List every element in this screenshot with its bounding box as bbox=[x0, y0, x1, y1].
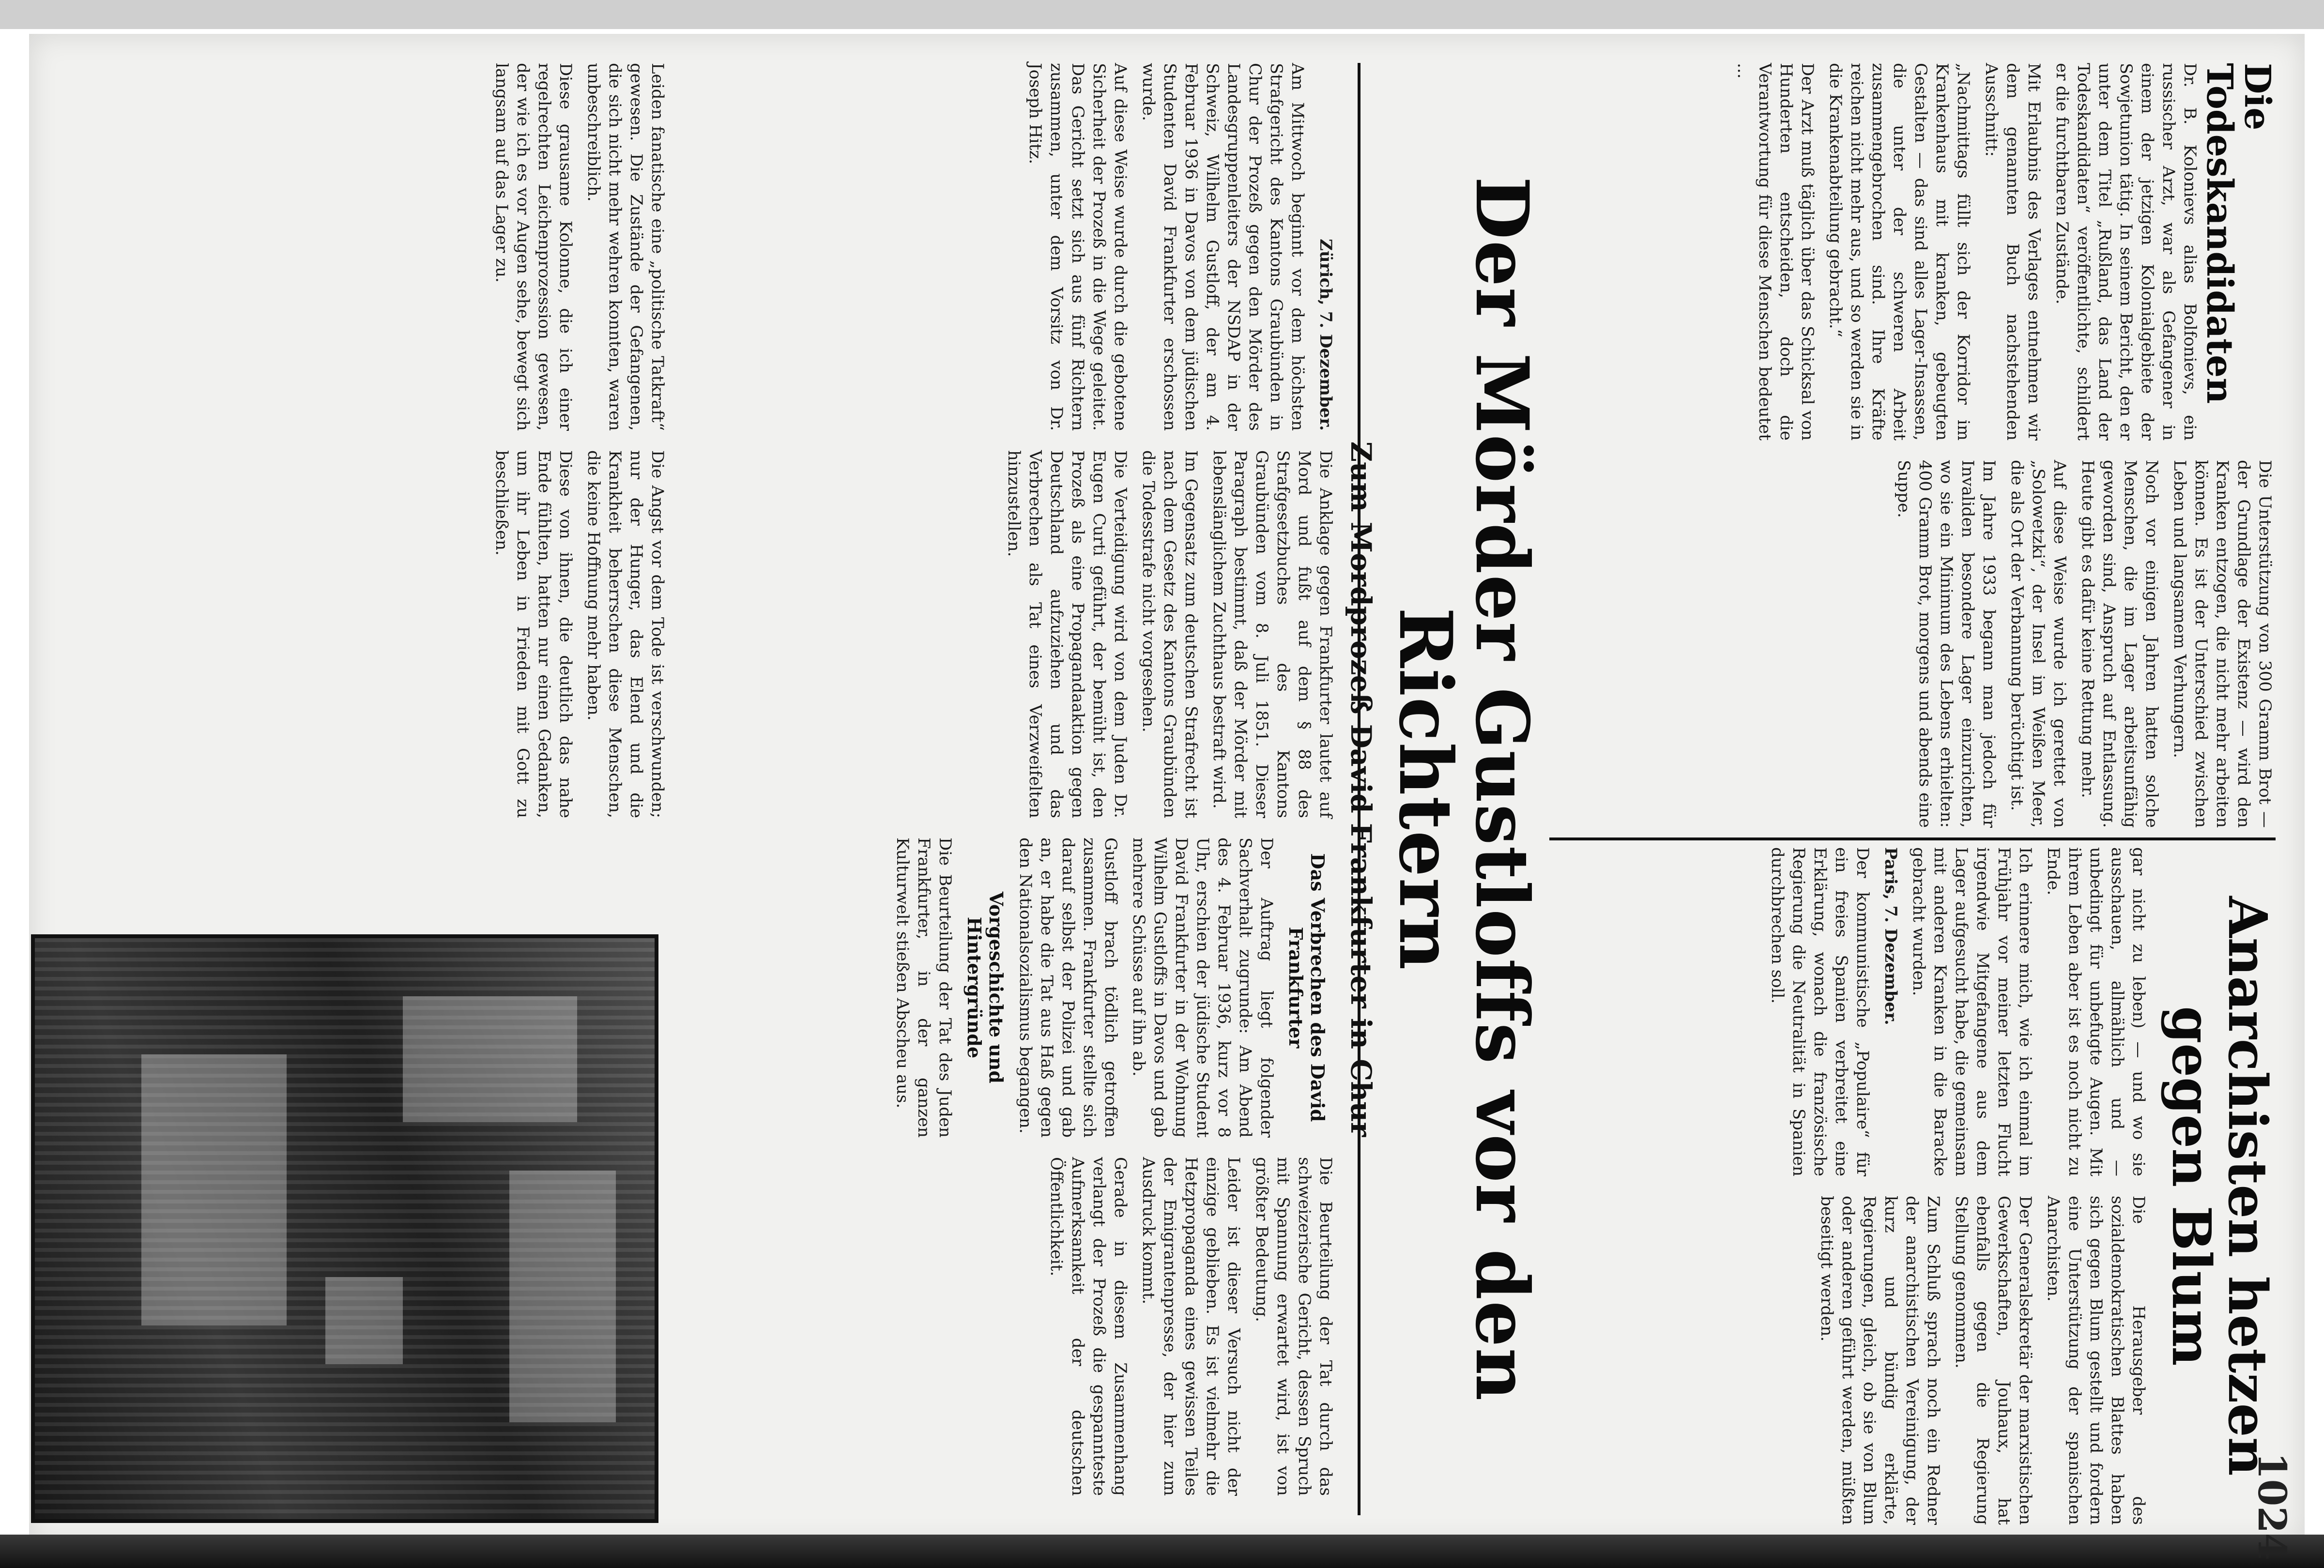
article-paragraph: Gerade in diesem Zusammenhang verlangt der Prozeß die gespannteste Aufmerksamkeit der deutschen Öffentlichkeit. bbox=[1047, 1157, 1130, 1496]
article-paragraph: „Nachmittags füllt sich der Korridor im Krankenhaus mit kranken, gebeugten Gestalten — das sind alles Lager-Insassen, die unter der schweren Arbeit zusammengebrochen sind. Ihre Kräfte reichen nicht mehr aus, und so werden sie in die Krankenabteilung gebracht.“ bbox=[1825, 63, 1973, 441]
headline-title: Der Mörder Gustloffs vor den Richtern bbox=[1383, 176, 1544, 1402]
article-paragraph: Der Arzt muß täglich über das Schicksal von Hunderten entscheiden, doch die Verantwortung für diese Menschen bedeutet ... bbox=[1733, 63, 1817, 441]
article-paragraph: Der Generalsekretär der marxistischen Gewerkschaften, Jouhaux, hat ebenfalls gegen die Regierung Stellung genommen. bbox=[1952, 1196, 2035, 1525]
scan-top-edge bbox=[0, 0, 2324, 29]
article-paragraph: Zum Schluß sprach noch ein Redner der anarchistischen Vereinigung, der kurz und bündig erklärte, Regierungen, gleich, ob sie von Blum oder anderen geführt werden, müßten beseitigt werden. bbox=[1817, 1196, 1943, 1525]
article-paragraph: Im Jahre 1933 begann man jedoch für Invaliden besondere Lager einzurichten, wo sie ein Minimum des Lebens erhielten: 400 Gramm Brot, morgens und abends eine Suppe. bbox=[1894, 460, 1999, 828]
article-paragraph: Die Unterstützung von 300 Gramm Brot — der Grundlage der Existenz — wird den Kranken entzogen, die nicht mehr arbeiten können. Es ist der Unterschied zwischen Leben und langsamem Verhungern. bbox=[2170, 460, 2275, 828]
article-moerder-col4 bbox=[1039, 1157, 1336, 1496]
article-paragraph: Diese grausame Kolonne, die ich einer regelrechten Leichenprozession gewesen, der wie ich es vor Augen sehe, bewegt sich langsam auf das Lager zu. bbox=[492, 63, 575, 431]
article-paragraph: Dr. B. Kolonievs alias Bolfonievs, ein russischer Arzt, war als Gefangener in einem der jetzigen Kolonialgebiete der Sowjetunion tätig. In seinem Bericht, den er unter dem Titel „Rußland, das Land der Todeskandidaten“ veröffentlichte, schildert er die furchtbaren Zustände. bbox=[2052, 63, 2200, 441]
page-number: 1024 bbox=[2249, 1452, 2295, 1560]
article-todeskandidaten bbox=[1726, 63, 2276, 441]
article-anarchisten-lead bbox=[484, 63, 668, 818]
article-paragraph: Im Gegensatz zum deutschen Strafrecht ist nach dem Gesetz des Kantons Graubünden die Todesstrafe nicht vorgesehen. bbox=[1139, 450, 1201, 818]
section-subhead: Das Verbrechen des David Frankfurter bbox=[1285, 853, 1329, 1122]
article-paragraph: Mit Erlaubnis des Verlages entnehmen wir dem genannten Buch nachstehenden Ausschnitt: bbox=[1981, 63, 2044, 441]
article-paragraph: Auf diese Weise wurde ich gerettet von „Solowetzki“, der Insel im Weißen Meer, die als Ort der Verbannung berüchtigt ist. bbox=[2007, 460, 2069, 828]
article-paragraph: Die Beurteilung der Tat des Juden Frankfurter, in der ganzen Kulturwelt stießen Abscheu aus. bbox=[893, 837, 955, 1138]
photo-chair-shape bbox=[403, 996, 577, 1122]
article-paragraph: Die Beurteilung der Tat durch das schweizerische Gericht, dessen Spruch mit Spannung erwartet wird, ist von größter Bedeutung. bbox=[1252, 1157, 1335, 1496]
article-paragraph: Diese von ihnen, die deutlich das nahe Ende fühlten, hatten nur einen Gedanken, um ihr Leben in Frieden mit Gott zu beschließen. bbox=[492, 450, 575, 818]
dateline: Zürich, 7. Dezember. bbox=[1316, 239, 1335, 431]
article-moerder-col1 bbox=[1018, 63, 1336, 431]
article-paragraph: Auf diese Weise wurde durch die gebotene Sicherheit der Prozeß in die Wege geleitet. Das Gericht setzt sich aus fünf Richtern zusammen, unter dem Vorsitz von Dr. Joseph Hitz. bbox=[1025, 63, 1130, 431]
photo-frame-shape bbox=[325, 1277, 403, 1364]
article-moerder-col2 bbox=[996, 450, 1336, 818]
article-todeskandidaten-col2 bbox=[1886, 460, 2276, 828]
article-paragraph: Ich erinnere mich, wie ich einmal im Frühjahr vor meiner letzten Flucht irgendwie Mitgefangene aus dem Lager aufgesucht habe, die gemeinsam mit anderen Kranken in die Baracke gebracht wurden. bbox=[1909, 847, 2035, 1176]
section-subhead: Vorgeschichte und Hintergründe bbox=[963, 891, 1007, 1084]
article-paragraph: Die Verteidigung wird von dem Juden Dr. Eugen Curti geführt, der bemüht ist, den Prozeß als eine Propagandaaktion gegen Deutschland aufzuziehen und das Verbrechen als Tat eines Verzweifelten hinzustellen. bbox=[1004, 450, 1130, 818]
crime-scene-photo bbox=[31, 934, 658, 1523]
article-paragraph: Noch vor einigen Jahren hatten solche Menschen, die im Lager arbeitsunfähig geworden sind, Anspruch auf Entlassung. Heute gibt es dafür keine Rettung mehr. bbox=[2078, 460, 2161, 828]
article-paragraph: Die Herausgeber des sozialdemokratischen Blattes haben sich gegen Blum gestellt und fordern eine Unterstützung der spanischen Anarchisten. bbox=[2044, 1196, 2148, 1525]
article-paragraph: Leiden fanatische eine „politische Tatkraft“ gewesen. Die Zustände der Gefangenen, die sich nicht mehr wehren konnten, waren unbeschreiblich. bbox=[584, 63, 667, 431]
dateline: Paris, 7. Dezember. bbox=[1881, 847, 1900, 1025]
photo-table-shape bbox=[509, 1171, 616, 1422]
rotated-newspaper-content bbox=[29, 34, 2305, 1560]
article-paragraph: Die Angst vor dem Tode ist verschwunden; nur der Hunger, das Elend und die Krankheit beherrschen diese Menschen, die keine Hoffnung mehr haben. bbox=[584, 450, 667, 818]
article-title: Anarchisten hetzen gegen Blum bbox=[2160, 896, 2279, 1476]
article-paragraph: Die Anklage gegen Frankfurter lautet auf Mord und fußt auf dem § 88 des Strafgesetzbuches des Kantons Graubünden vom 8. Juli 1851. Dieser Paragraph bestimmt, daß der Mörder mit lebenslänglichem Zuchthaus bestraft wird. bbox=[1209, 450, 1335, 818]
headline-moerder bbox=[1345, 63, 1544, 1515]
article-paragraph: Der Auftrag liegt folgender Sachverhalt zugrunde: Am Abend des 4. Februar 1936, kurz vor 8 Uhr, erschien der jüdische Student David Frankfurter in der Wohnung Wilhelm Gustloffs in Davos und gab mehrere Schüsse auf ihn ab. bbox=[1129, 837, 1276, 1138]
article-title: Die Todeskandidaten bbox=[2199, 63, 2278, 404]
photo-desk-shape bbox=[141, 1054, 287, 1325]
article-moerder-col3 bbox=[885, 837, 1336, 1138]
article-paragraph: Am Mittwoch beginnt vor dem höchsten Strafgericht des Kantons Graubünden in Chur der Prozeß gegen den Mörder des Landesgruppenleiters der NSDAP in der Schweiz, Wilhelm Gustloff, der am 4. Februar 1936 in Davos von dem jüdischen Studenten David Frankfurter erschossen wurde. bbox=[1139, 63, 1307, 431]
article-paragraph: Gustloff brach tödlich getroffen zusammen. Frankfurter stellte sich darauf selbst der Polizei und gab an, er habe die Tat aus Haß gegen den Nationalsozialismus begangen. bbox=[1016, 837, 1120, 1138]
article-paragraph: gar nicht zu leben) — und wo sie ausschauen, allmählich und — unbedingt für unbefugte Augen. Mit ihrem Leben aber ist es noch nicht zu Ende. bbox=[2044, 847, 2148, 1176]
headline-subtitle: Zum Mordprozeß David Frankfurter in Chur bbox=[1345, 441, 1377, 1137]
article-anarchisten bbox=[1760, 847, 2279, 1525]
article-paragraph: Leider ist dieser Versuch nicht der einzige geblieben. Es ist vielmehr die Hetzpropaganda eines gewissen Teiles der Emigrantenpresse, der hier zum Ausdruck kommt. bbox=[1139, 1157, 1243, 1496]
column-rule bbox=[1549, 837, 2276, 840]
article-paragraph: Der kommunistische „Populaire“ für ein freies Spanien verbreitet eine Erklärung, wonach die französische Regierung die Neutralität in Spanien durchbrechen soll. bbox=[1768, 847, 1872, 1176]
